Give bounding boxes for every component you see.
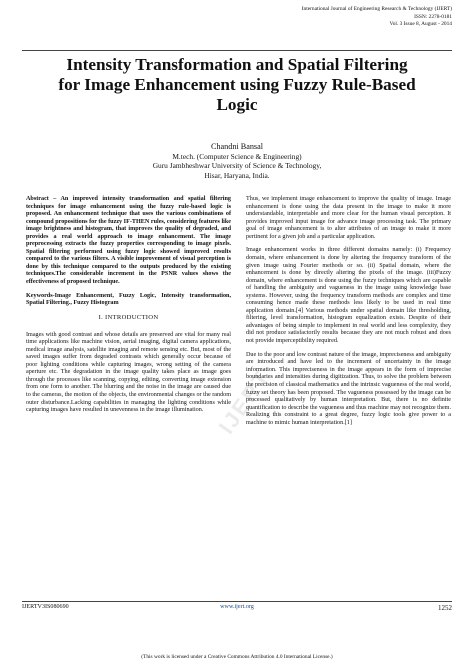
paper-title: [28, 55, 446, 115]
title-line-2: for Image Enhancement using Fuzzy Rule-Based: [58, 75, 416, 94]
author-block: [130, 142, 344, 180]
right-paragraph-1: Thus, we implement image enhancement to improve the quality of image. Image enhancement is done using the data present in the image to make it more understandable, interpretable and more clear for the human visual perception. It provides improved input image for advance image processing task. The primary goal of image enhancement is to alter attributes of an image to make it more pertinent for a given job and a particular application.: [246, 196, 451, 240]
journal-name: International Journal of Engineering Research & Technology (IJERT): [301, 6, 452, 12]
page-number: 1252: [438, 604, 452, 612]
left-column: [26, 196, 231, 421]
journal-issn: ISSN: 2278-0181: [414, 13, 452, 20]
license-notice: (This work is licensed under a Creative Commons Attribution 4.0 International License.): [141, 654, 333, 660]
author-degree: M.tech. (Computer Science & Engineering): [172, 152, 302, 161]
title-line-1: Intensity Transformation and Spatial Filtering: [66, 55, 408, 74]
journal-volume: Vol. 3 Issue 8, August - 2014: [389, 21, 452, 28]
header-divider: [22, 50, 452, 51]
title-line-3: Logic: [216, 95, 258, 114]
journal-website-link[interactable]: www.ijert.org: [220, 604, 254, 610]
ijert-watermark: IJERT: [213, 364, 276, 439]
abstract-text: An improved intensity transformation and spatial filtering techniques for image enhancement using the fuzzy rule-based logic is proposed. An enhancement technique that uses the various combinations of compound propositions for the fuzzy IF-THEN rules, considering features like image brightness and histogram, that improves the quality of degraded, and provides a real world approach to image enhancement. The image preprocessing extracts the fuzzy properties corresponding to image pixels. Spatial filtering performed using fuzzy logic showed improved results compared to the various filters. A visible improvement of visual perception is done by this technique compared to the outputs produced by the existing techniques.The considerable increment in the PSNR values shows the effectiveness of proposed technique.: [26, 196, 231, 286]
journal-header: [192, 6, 452, 29]
footer-divider: [22, 601, 452, 602]
abstract-label: Abstract –: [26, 196, 57, 202]
author-name: Chandni Bansal: [210, 142, 264, 151]
right-paragraph-2: Image enhancement works in three different domains namely: (i) Frequency domain, where enhancement is done by altering the frequency transform of the given image using Fourier methods or so. (ii) Spatial domain, where the enhancement is done by directly altering the pixels of the image. (iii)Fuzzy domain, where enhancement is done using the fuzzy techniques which are capable of handling the ambiguity and vagueness in the image using knowledge base systems. However, using the frequency transform methods are complex and time consuming hence made these methods less likely to be used in real time application domain.[4] Various methods under spatial domain like thresholding, filtering, level transformation, histogram equalization exists. Despite of their advantages of being simple to implement in real world and less complexity, they did not produce satisfactorily results because they are not much robust and does not provide imperceptibility required.: [246, 247, 451, 345]
section-heading-introduction: I. INTRODUCTION: [98, 314, 159, 322]
abstract: [26, 196, 231, 287]
author-location: Hisar, Haryana, India.: [204, 170, 270, 180]
author-affiliation: Guru Jambheshwar University of Science & Technology,: [152, 161, 322, 171]
right-paragraph-3: Due to the poor and low contrast nature of the image, impreciseness and ambiguity are introduced and have led to the increment of uncertainty in the image information. This impreciseness in the image appears in the form of imprecise boundaries and intensities during digitization. Thus, to solve the problem between the precision of classical mathematics and the intrinsic vagueness of the real world, fuzzy set theory has been proposed. The vagueness possessed by the image can be processed qualitatively by human interpretation. But, there is no definite quantification to describe the vagueness and thus machine may not recognize them. Realizing this constraint to a great degree, fuzzy logic tools give power to a machine to mimic human interpretation.[1]: [246, 351, 451, 426]
keywords: Keywords-Image Enhancement, Fuzzy Logic, Intensity transformation, Spatial Filtering., Fuzzy Histogram: [26, 292, 231, 307]
introduction-paragraph: Images with good contrast and whose details are preserved are vital for many real time applications like machine vision, aerial imaging, digital camera applications, medical image analysis, satellite imaging and remote sensing etc. But, most of the saved images suffer from degraded contrasts which generally occur because of poor lighting conditions while capturing images, wrong setting of the camera aperture etc. The degradation in the image quality takes place as image goes through the processes like scanning, copying, editing, converting image extension from one form to another. The blurring and the noise in the image are caused due to the cameras, the motion of the objects, the environmental changes or the random outer disturbance.Lacking capabilities in managing the lighting conditions while capturing images have resulted in unevenness in the image illumination.: [26, 331, 231, 414]
paper-id: IJERTV3IS080690: [22, 604, 69, 610]
